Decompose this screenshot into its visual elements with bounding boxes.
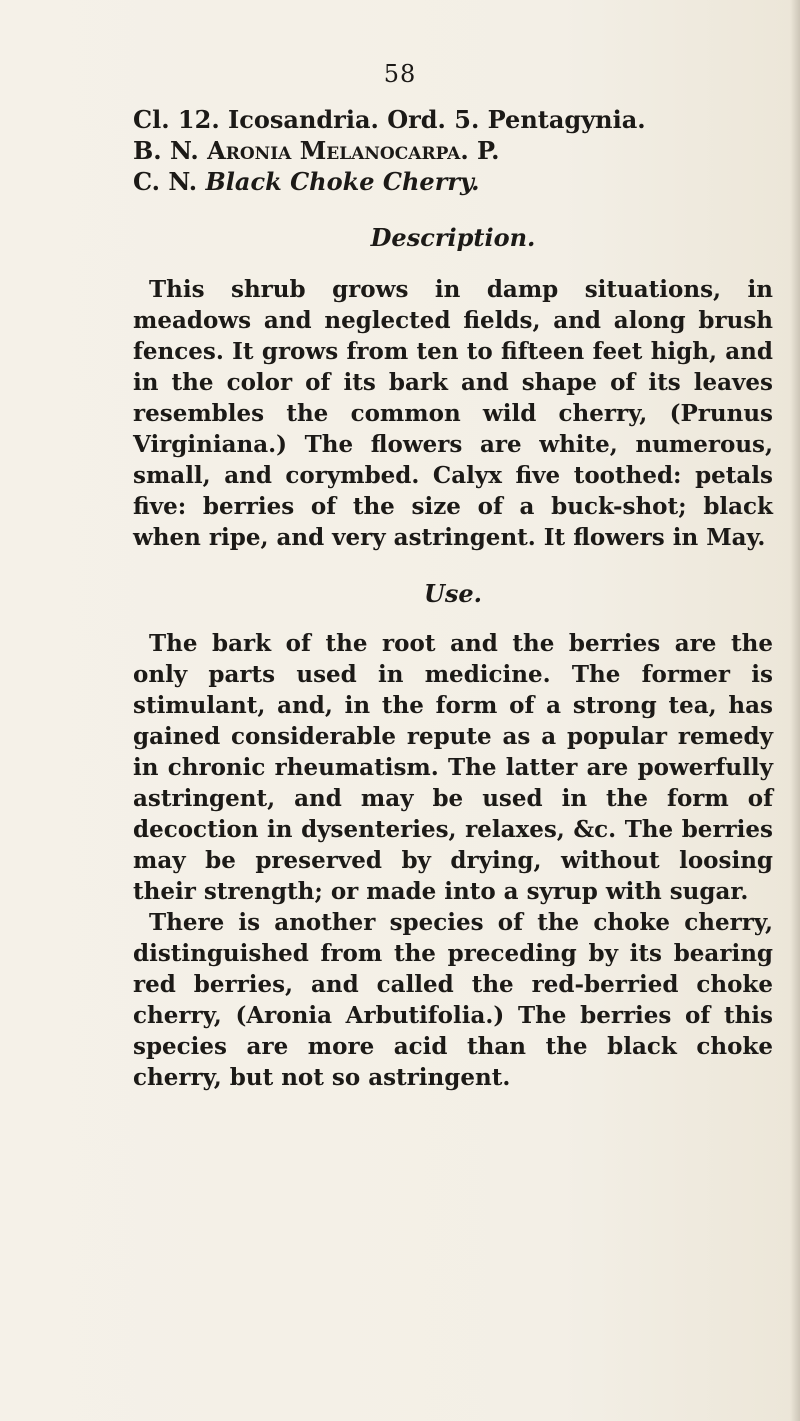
class-order-line: Cl. 12. Icosandria. Ord. 5. Pentagynia.	[133, 105, 646, 134]
description-heading: Description.	[370, 223, 536, 252]
botanical-name-line	[133, 135, 773, 166]
page-number: 58	[383, 60, 417, 88]
common-name-line	[133, 166, 773, 197]
page-edge-shadow	[790, 0, 800, 1421]
page-content	[133, 104, 773, 1093]
use-paragraph-2: There is another species of the choke cherry, distinguished from the preceding by its bearing red berries, and called the red-berried choke cherry, (Aronia Arbutifolia.) The berries of this species are more acid than the black choke cherry, but not so astringent.	[133, 909, 773, 1091]
botanical-name: Aronia Melanocarpa. P.	[207, 136, 500, 165]
use-heading: Use.	[423, 579, 483, 608]
common-name: Black Choke Cherry.	[205, 167, 480, 196]
common-name-prefix: C. N.	[133, 167, 198, 196]
use-paragraph-1: The bark of the root and the berries are the only parts used in medicine. The former is stimulant, and, in the form of a strong tea, has gained considerable repute as a popular remedy in chronic rheumatism. The latter are powerfully astringent, and may be used in the form of decoction in dysenteries, relaxes, &c. The berries may be preserved by drying, without loosing their strength; or made into a syrup with sugar.	[133, 630, 773, 905]
description-paragraph: This shrub grows in damp situations, in meadows and neglected fields, and along brush fences. It grows from ten to fifteen feet high, and in the color of its bark and shape of its leaves resembles the common wild cherry, (Prunus Virginiana.) The flowers are white, numerous, small, and corymbed. Calyx five toothed: petals five: berries of the size of a buck-shot; black when ripe, and very astringent. It flowers in May.	[133, 276, 773, 551]
botanical-name-prefix: B. N.	[133, 136, 199, 165]
